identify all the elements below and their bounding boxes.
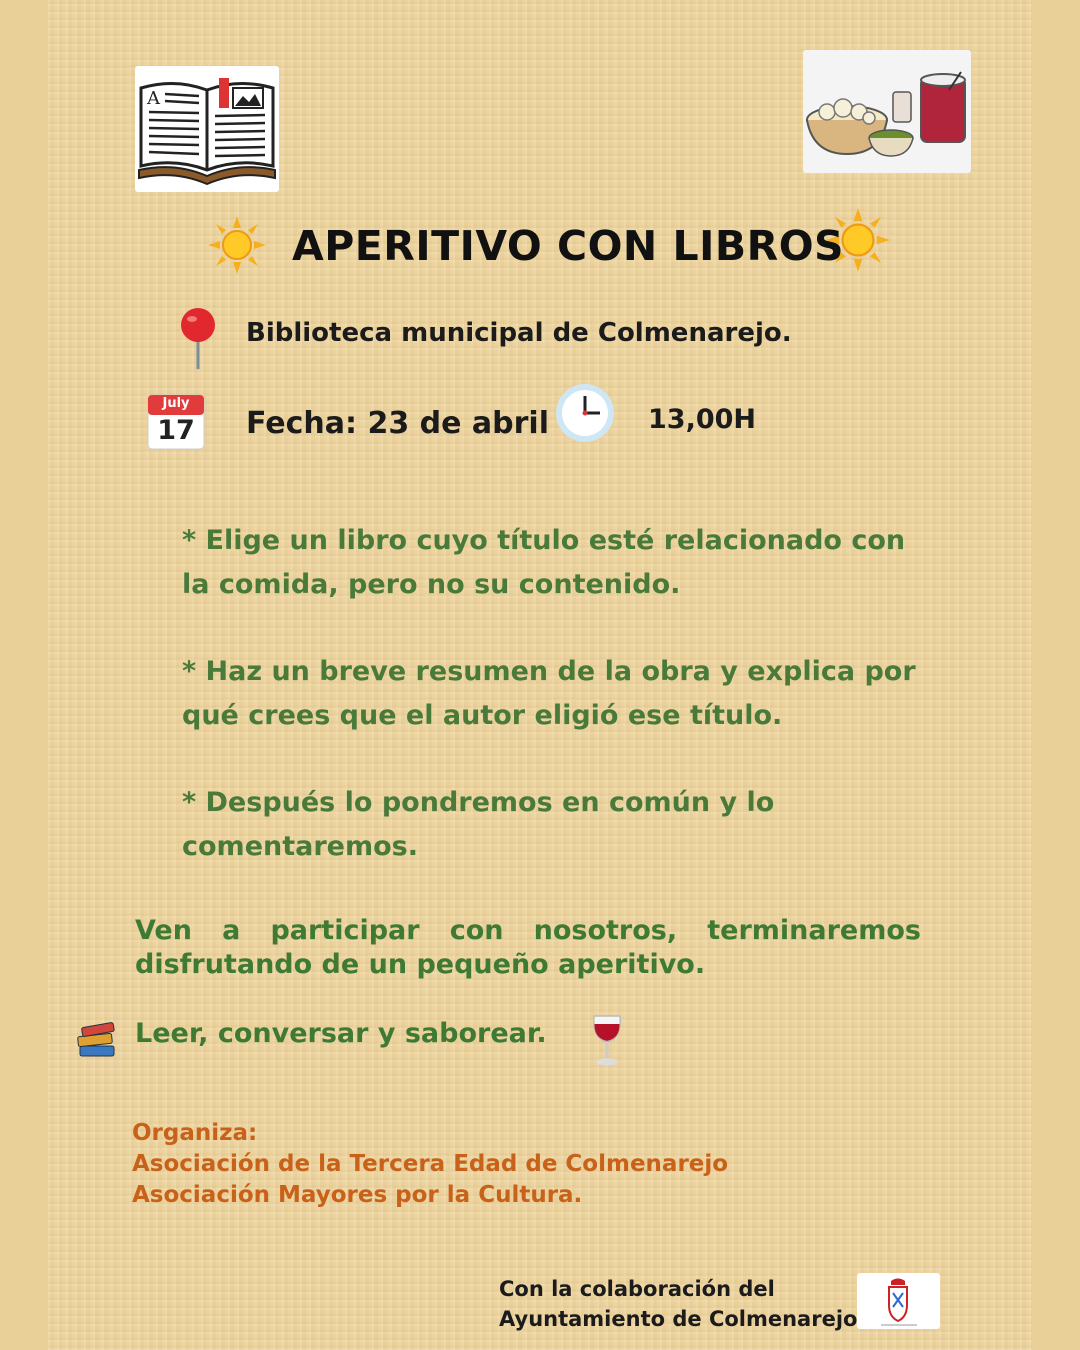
instruction-3-line1: * Después lo pondremos en común y lo bbox=[182, 787, 775, 818]
wine-glass-icon bbox=[590, 1012, 624, 1068]
svg-text:A: A bbox=[147, 88, 160, 109]
map-pin-icon bbox=[176, 305, 220, 371]
invitation-line1 bbox=[135, 914, 921, 948]
page-title: APERITIVO CON LIBROS bbox=[292, 222, 845, 270]
sun-icon bbox=[208, 216, 266, 274]
instruction-1-line2: la comida, pero no su contenido. bbox=[182, 569, 681, 600]
instruction-3-line2: comentaremos. bbox=[182, 831, 418, 862]
event-time: 13,00H bbox=[648, 404, 756, 435]
invite-word: participar bbox=[270, 915, 420, 946]
venue-text: Biblioteca municipal de Colmenarejo. bbox=[246, 318, 792, 348]
collaboration-line: Ayuntamiento de Colmenarejo bbox=[499, 1307, 858, 1331]
collaboration-line: Con la colaboración del bbox=[499, 1277, 775, 1301]
invitation-line2: disfrutando de un pequeño aperitivo. bbox=[135, 949, 706, 980]
open-book-icon bbox=[135, 66, 279, 192]
instruction-2-line1: * Haz un breve resumen de la obra y explica por bbox=[182, 656, 916, 687]
organizer-label: Organiza: bbox=[132, 1120, 258, 1146]
calendar-icon bbox=[147, 393, 205, 451]
calendar-day: 17 bbox=[157, 415, 195, 446]
instruction-1 bbox=[182, 519, 942, 607]
invite-word: a bbox=[222, 915, 241, 946]
invite-word: nosotros, bbox=[533, 915, 678, 946]
aperitivo-food-image bbox=[803, 50, 971, 173]
calendar-month: July bbox=[162, 396, 190, 411]
instruction-1-line1: * Elige un libro cuyo título esté relacionado con bbox=[182, 525, 906, 556]
instruction-3 bbox=[182, 781, 942, 869]
motto-text: Leer, conversar y saborear. bbox=[135, 1018, 547, 1049]
event-date: Fecha: 23 de abril bbox=[246, 406, 549, 441]
organizer-line: Asociación Mayores por la Cultura. bbox=[132, 1182, 583, 1208]
organizer-line: Asociación de la Tercera Edad de Colmenarejo bbox=[132, 1151, 729, 1177]
invitation-text bbox=[135, 914, 921, 982]
invite-word: terminaremos bbox=[707, 915, 921, 946]
instruction-2 bbox=[182, 650, 942, 738]
organizer-block bbox=[132, 1118, 728, 1211]
instruction-2-line2: qué crees que el autor eligió ese título. bbox=[182, 700, 783, 731]
invite-word: con bbox=[449, 915, 504, 946]
books-icon bbox=[76, 1022, 118, 1058]
town-crest-logo bbox=[857, 1273, 940, 1329]
clock-icon bbox=[554, 382, 616, 444]
collaboration-block bbox=[499, 1274, 857, 1334]
invite-word: Ven bbox=[135, 915, 192, 946]
